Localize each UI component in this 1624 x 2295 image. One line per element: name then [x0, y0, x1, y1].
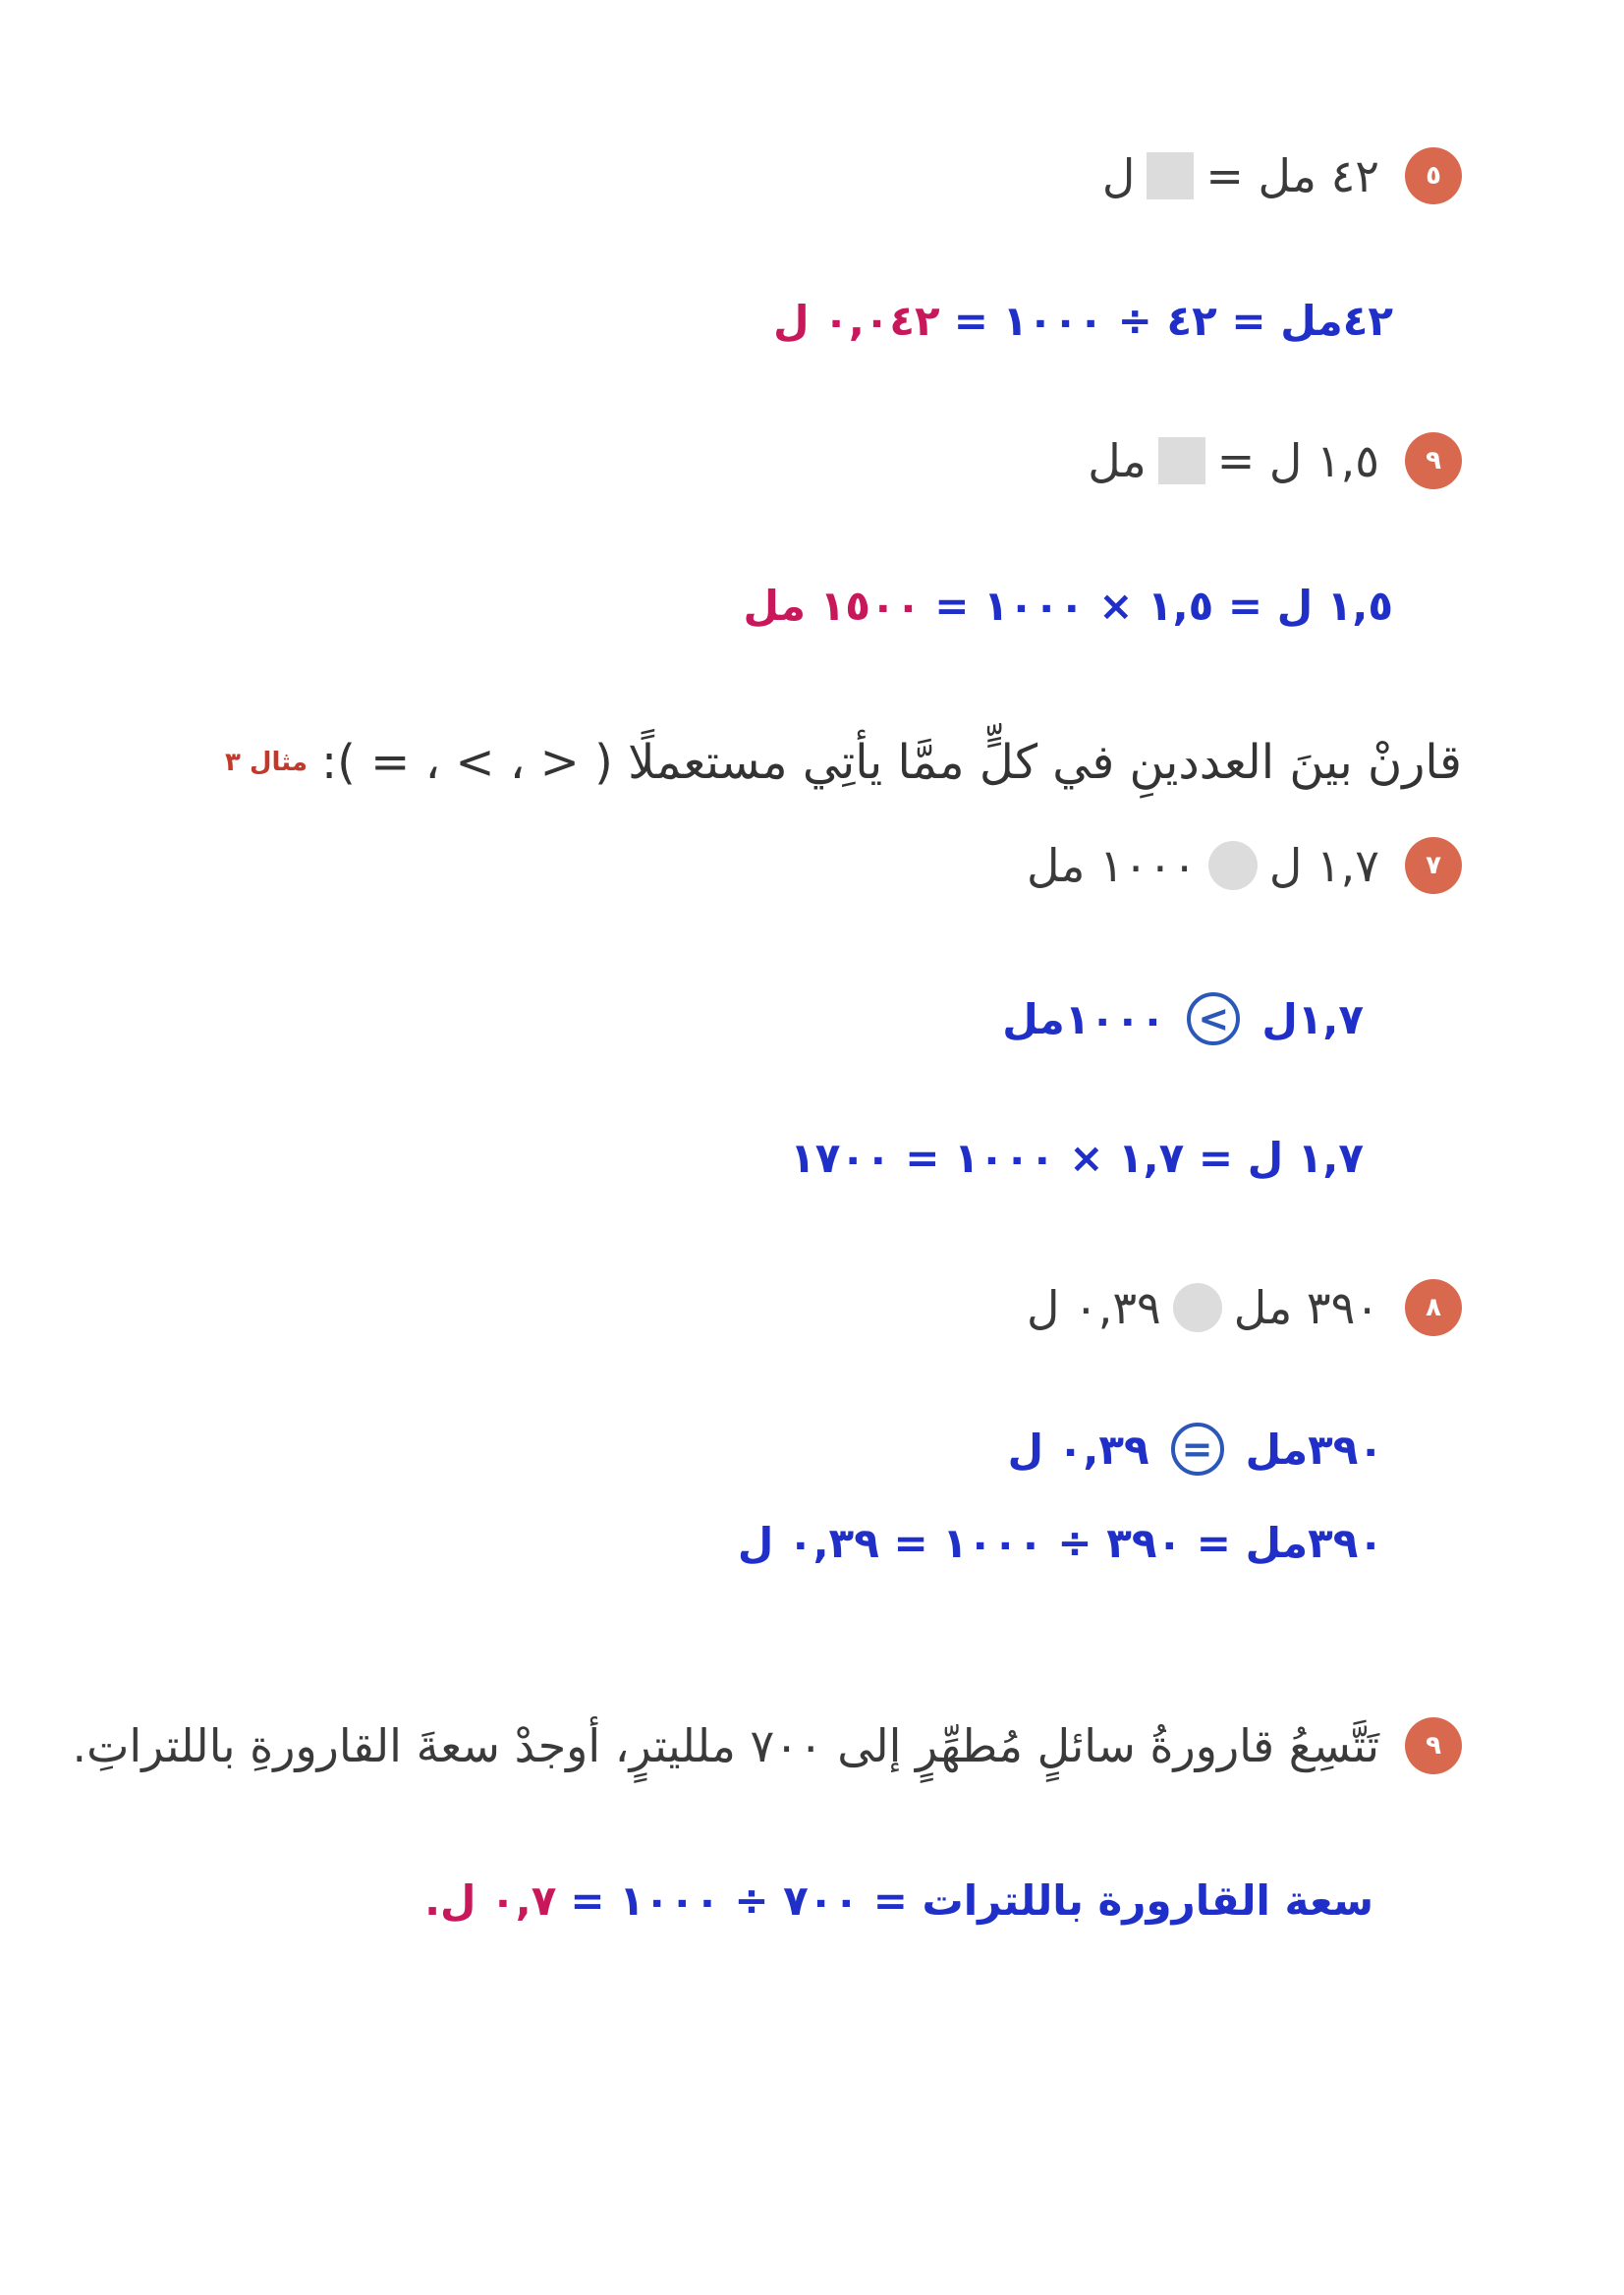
right-quantity: ٠,٣٩ ل — [1026, 1281, 1161, 1334]
item-8-question — [1027, 1279, 1462, 1336]
instruction-text: قارنْ بينَ العددينِ في كلٍّ ممَّا يأتِي مستعملًا ( < ، > ، = ): — [321, 735, 1462, 790]
item-number-badge: ٨ — [1405, 1279, 1462, 1336]
answer-red: ١٥٠٠ مل — [743, 582, 922, 630]
problem-text: تَتَّسِعُ قارورةُ سائلٍ مُطهِّرٍ إلى ٧٠٠ ملليترٍ، أوجدْ سعةَ القارورةِ باللتراتِ. — [72, 1719, 1379, 1772]
answer-blue: ٤٢مل = ٤٢ ÷ ١٠٠٠ = — [953, 297, 1393, 345]
item-9-answer — [744, 582, 1393, 630]
comparison-symbol: = — [1171, 1423, 1224, 1476]
word-problem — [72, 1717, 1462, 1774]
left-quantity: ١,٧ ل — [1268, 839, 1379, 892]
answer-red: ٠,٧ ل. — [424, 1876, 557, 1925]
answer-red: ٠,٠٤٢ ل — [773, 297, 940, 345]
answer-left: ٣٩٠مل — [1245, 1425, 1383, 1474]
blank-circle — [1173, 1283, 1222, 1332]
item-9-question — [1088, 432, 1462, 489]
blank-circle — [1208, 841, 1258, 890]
item-8-answer — [1008, 1423, 1383, 1476]
item-number-badge: ٧ — [1405, 837, 1462, 894]
item-8-work — [738, 1519, 1383, 1567]
comparison-symbol: < — [1187, 992, 1240, 1045]
item-number-badge: ٥ — [1405, 147, 1462, 204]
question-text-before: ١,٥ ل = — [1216, 434, 1379, 487]
left-quantity: ٣٩٠ مل — [1233, 1281, 1379, 1334]
question-text-before: ٤٢ مل = — [1205, 149, 1379, 202]
answer-right: ١٠٠٠مل — [1002, 994, 1166, 1043]
item-5-question — [1102, 147, 1462, 204]
word-problem-answer — [424, 1876, 1373, 1925]
right-quantity: ١٠٠٠ مل — [1026, 839, 1197, 892]
item-7-work — [790, 1134, 1364, 1182]
blank-box — [1158, 437, 1205, 484]
item-7-question — [1027, 837, 1462, 894]
work-text: ١,٧ ل = ١,٧ × ١٠٠٠ = ١٧٠٠ — [790, 1134, 1364, 1182]
answer-blue: ١,٥ ل = ١,٥ × ١٠٠٠ = — [934, 582, 1393, 630]
question-text-after: ل — [1101, 149, 1136, 202]
question-text-after: مل — [1088, 434, 1147, 487]
answer-right: ٠,٣٩ ل — [1007, 1425, 1149, 1474]
answer-left: ١,٧ل — [1261, 994, 1364, 1043]
compare-instruction — [225, 735, 1462, 790]
item-number-badge: ٩ — [1405, 432, 1462, 489]
work-text: ٣٩٠مل = ٣٩٠ ÷ ١٠٠٠ = ٠,٣٩ ل — [737, 1519, 1383, 1567]
answer-blue: سعة القارورة باللترات = ٧٠٠ ÷ ١٠٠٠ = — [570, 1876, 1373, 1925]
item-5-answer — [773, 297, 1393, 345]
blank-box — [1147, 152, 1194, 199]
item-7-answer — [1002, 992, 1364, 1045]
example-reference: مثال ٣ — [225, 748, 308, 777]
item-number-badge: ٩ — [1405, 1717, 1462, 1774]
